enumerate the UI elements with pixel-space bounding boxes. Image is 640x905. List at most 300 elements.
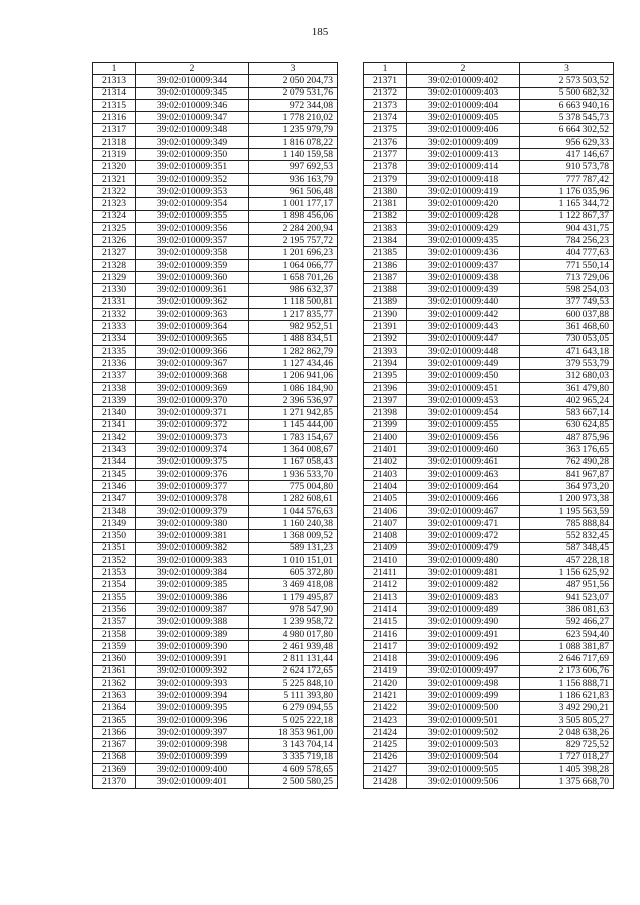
cadastral-value-cell: 2 284 200,94 [249,222,338,234]
cadastral-number-cell: 39:02:010009:409 [407,136,520,148]
cadastral-number-cell: 39:02:010009:419 [407,185,520,197]
row-number-cell: 21314 [93,87,136,99]
table-row [364,407,614,419]
row-number-cell: 21381 [364,198,407,210]
row-number-cell: 21316 [93,112,136,124]
cadastral-value-cell: 583 667,14 [520,407,614,419]
cadastral-number-cell: 39:02:010009:379 [136,505,249,517]
table-row [93,149,338,161]
row-number-cell: 21375 [364,124,407,136]
table-row [93,690,338,702]
cadastral-number-cell: 39:02:010009:394 [136,690,249,702]
cadastral-number-cell: 39:02:010009:369 [136,382,249,394]
row-number-cell: 21402 [364,456,407,468]
cadastral-number-cell: 39:02:010009:370 [136,395,249,407]
cadastral-value-cell: 3 143 704,14 [249,739,338,751]
cadastral-value-cell: 1 064 066,77 [249,259,338,271]
cadastral-value-cell: 1 179 495,87 [249,591,338,603]
cadastral-value-cell: 1 145 444,00 [249,419,338,431]
table-row [364,382,614,394]
cadastral-number-cell: 39:02:010009:449 [407,358,520,370]
table-row [93,382,338,394]
row-number-cell: 21383 [364,222,407,234]
cadastral-value-cell: 377 749,53 [520,296,614,308]
row-number-cell: 21320 [93,161,136,173]
table-row [364,161,614,173]
row-number-cell: 21421 [364,690,407,702]
table-row [93,333,338,345]
table-row [364,444,614,456]
cadastral-number-cell: 39:02:010009:481 [407,567,520,579]
cadastral-value-cell: 3 505 805,27 [520,714,614,726]
row-number-cell: 21379 [364,173,407,185]
table-row [364,616,614,628]
table-row [93,542,338,554]
cadastral-number-cell: 39:02:010009:498 [407,677,520,689]
table-row [93,776,338,788]
cadastral-number-cell: 39:02:010009:356 [136,222,249,234]
cadastral-number-cell: 39:02:010009:499 [407,690,520,702]
row-number-cell: 21360 [93,653,136,665]
cadastral-value-cell: 598 254,03 [520,284,614,296]
cadastral-number-cell: 39:02:010009:456 [407,431,520,443]
cadastral-number-cell: 39:02:010009:386 [136,591,249,603]
cadastral-number-cell: 39:02:010009:382 [136,542,249,554]
cadastral-value-cell: 1 167 058,43 [249,456,338,468]
cadastral-number-cell: 39:02:010009:501 [407,714,520,726]
row-number-cell: 21319 [93,149,136,161]
cadastral-value-cell: 2 573 503,52 [520,75,614,87]
table-row [364,702,614,714]
row-number-cell: 21385 [364,247,407,259]
table-row [364,776,614,788]
cadastral-value-cell: 986 632,37 [249,284,338,296]
table-header-row [93,63,338,75]
table-row [364,272,614,284]
table-row [364,493,614,505]
cadastral-number-cell: 39:02:010009:368 [136,370,249,382]
table-row [364,259,614,271]
cadastral-value-cell: 1 217 835,77 [249,308,338,320]
cadastral-value-table-right [363,62,614,789]
table-row [93,345,338,357]
table-row [93,517,338,529]
cadastral-value-cell: 961 506,48 [249,185,338,197]
page-number: 185 [311,26,329,38]
cadastral-number-cell: 39:02:010009:420 [407,198,520,210]
cadastral-value-table-left [92,62,338,789]
cadastral-number-cell: 39:02:010009:453 [407,395,520,407]
cadastral-number-cell: 39:02:010009:360 [136,272,249,284]
row-number-cell: 21345 [93,468,136,480]
table-row [93,99,338,111]
row-number-cell: 21391 [364,321,407,333]
row-number-cell: 21350 [93,530,136,542]
table-row [93,628,338,640]
cadastral-value-cell: 1 156 625,92 [520,567,614,579]
table-row [364,75,614,87]
table-row [93,530,338,542]
table-row [364,677,614,689]
cadastral-number-cell: 39:02:010009:401 [136,776,249,788]
cadastral-value-cell: 361 468,60 [520,321,614,333]
row-number-cell: 21409 [364,542,407,554]
cadastral-number-cell: 39:02:010009:402 [407,75,520,87]
cadastral-number-cell: 39:02:010009:467 [407,505,520,517]
cadastral-number-cell: 39:02:010009:400 [136,763,249,775]
row-number-cell: 21349 [93,517,136,529]
cadastral-number-cell: 39:02:010009:450 [407,370,520,382]
cadastral-number-cell: 39:02:010009:366 [136,345,249,357]
table-row [93,173,338,185]
cadastral-number-cell: 39:02:010009:418 [407,173,520,185]
table-row [364,530,614,542]
cadastral-value-cell: 6 279 094,55 [249,702,338,714]
cadastral-number-cell: 39:02:010009:349 [136,136,249,148]
row-number-cell: 21426 [364,751,407,763]
cadastral-value-cell: 1 783 154,67 [249,431,338,443]
cadastral-value-cell: 1 156 888,71 [520,677,614,689]
row-number-cell: 21428 [364,776,407,788]
cadastral-number-cell: 39:02:010009:398 [136,739,249,751]
row-number-cell: 21351 [93,542,136,554]
table-row [93,751,338,763]
cadastral-value-cell: 1 086 184,90 [249,382,338,394]
cadastral-value-cell: 1 140 159,58 [249,149,338,161]
row-number-cell: 21393 [364,345,407,357]
cadastral-number-cell: 39:02:010009:471 [407,517,520,529]
row-number-cell: 21404 [364,481,407,493]
table-row [93,308,338,320]
table-row [93,431,338,443]
table-row [93,198,338,210]
cadastral-value-cell: 605 372,80 [249,567,338,579]
cadastral-value-cell: 1 936 533,70 [249,468,338,480]
row-number-cell: 21373 [364,99,407,111]
cadastral-number-cell: 39:02:010009:371 [136,407,249,419]
table-row [364,739,614,751]
table-row [93,112,338,124]
cadastral-value-cell: 6 663 940,16 [520,99,614,111]
cadastral-number-cell: 39:02:010009:384 [136,567,249,579]
table-row [93,640,338,652]
cadastral-number-cell: 39:02:010009:364 [136,321,249,333]
cadastral-value-cell: 1 235 979,79 [249,124,338,136]
row-number-cell: 21366 [93,727,136,739]
table-row [93,370,338,382]
cadastral-value-cell: 777 787,42 [520,173,614,185]
row-number-cell: 21377 [364,149,407,161]
row-number-cell: 21367 [93,739,136,751]
cadastral-number-cell: 39:02:010009:437 [407,259,520,271]
column-header-2: 2 [136,63,249,75]
table-row [364,185,614,197]
cadastral-value-cell: 5 025 222,18 [249,714,338,726]
table-row [364,247,614,259]
row-number-cell: 21359 [93,640,136,652]
row-number-cell: 21420 [364,677,407,689]
cadastral-number-cell: 39:02:010009:505 [407,763,520,775]
table-row [93,665,338,677]
cadastral-number-cell: 39:02:010009:482 [407,579,520,591]
cadastral-number-cell: 39:02:010009:502 [407,727,520,739]
cadastral-number-cell: 39:02:010009:355 [136,210,249,222]
cadastral-number-cell: 39:02:010009:344 [136,75,249,87]
row-number-cell: 21358 [93,628,136,640]
cadastral-value-cell: 404 777,63 [520,247,614,259]
cadastral-value-cell: 1 200 973,38 [520,493,614,505]
table-row [93,677,338,689]
cadastral-value-cell: 5 225 848,10 [249,677,338,689]
table-row [364,395,614,407]
cadastral-number-cell: 39:02:010009:491 [407,628,520,640]
row-number-cell: 21427 [364,763,407,775]
row-number-cell: 21323 [93,198,136,210]
row-number-cell: 21335 [93,345,136,357]
cadastral-value-cell: 552 832,45 [520,530,614,542]
row-number-cell: 21411 [364,567,407,579]
cadastral-value-cell: 972 344,08 [249,99,338,111]
cadastral-number-cell: 39:02:010009:396 [136,714,249,726]
row-number-cell: 21364 [93,702,136,714]
cadastral-number-cell: 39:02:010009:399 [136,751,249,763]
cadastral-number-cell: 39:02:010009:387 [136,604,249,616]
row-number-cell: 21390 [364,308,407,320]
row-number-cell: 21356 [93,604,136,616]
table-row [364,198,614,210]
cadastral-value-cell: 402 965,24 [520,395,614,407]
table-row [364,87,614,99]
row-number-cell: 21346 [93,481,136,493]
table-row [364,653,614,665]
cadastral-value-cell: 3 335 719,18 [249,751,338,763]
row-number-cell: 21423 [364,714,407,726]
cadastral-number-cell: 39:02:010009:373 [136,431,249,443]
row-number-cell: 21378 [364,161,407,173]
cadastral-value-cell: 1 375 668,70 [520,776,614,788]
row-number-cell: 21338 [93,382,136,394]
row-number-cell: 21347 [93,493,136,505]
row-number-cell: 21417 [364,640,407,652]
cadastral-value-cell: 1 122 867,37 [520,210,614,222]
table-row [93,505,338,517]
cadastral-value-cell: 1 195 563,59 [520,505,614,517]
cadastral-value-cell: 997 692,53 [249,161,338,173]
cadastral-value-cell: 1 778 210,02 [249,112,338,124]
row-number-cell: 21363 [93,690,136,702]
cadastral-number-cell: 39:02:010009:463 [407,468,520,480]
cadastral-value-cell: 312 680,03 [520,370,614,382]
table-row [364,124,614,136]
cadastral-number-cell: 39:02:010009:345 [136,87,249,99]
table-row [364,296,614,308]
table-row [364,370,614,382]
cadastral-number-cell: 39:02:010009:357 [136,235,249,247]
row-number-cell: 21352 [93,554,136,566]
cadastral-value-cell: 471 643,18 [520,345,614,357]
cadastral-number-cell: 39:02:010009:454 [407,407,520,419]
table-row [93,124,338,136]
cadastral-value-cell: 2 050 204,73 [249,75,338,87]
table-row [93,653,338,665]
cadastral-value-cell: 600 037,88 [520,308,614,320]
table-row [364,591,614,603]
cadastral-number-cell: 39:02:010009:435 [407,235,520,247]
table-row [93,579,338,591]
column-header-3: 3 [249,63,338,75]
cadastral-number-cell: 39:02:010009:440 [407,296,520,308]
cadastral-number-cell: 39:02:010009:500 [407,702,520,714]
cadastral-value-cell: 730 053,05 [520,333,614,345]
row-number-cell: 21414 [364,604,407,616]
table-row [93,296,338,308]
cadastral-number-cell: 39:02:010009:496 [407,653,520,665]
table-row [93,235,338,247]
table-row [364,222,614,234]
cadastral-number-cell: 39:02:010009:403 [407,87,520,99]
cadastral-value-cell: 623 594,40 [520,628,614,640]
row-number-cell: 21396 [364,382,407,394]
row-number-cell: 21382 [364,210,407,222]
table-row [93,493,338,505]
row-number-cell: 21348 [93,505,136,517]
cadastral-value-cell: 1 282 862,79 [249,345,338,357]
cadastral-number-cell: 39:02:010009:404 [407,99,520,111]
cadastral-value-cell: 379 553,79 [520,358,614,370]
cadastral-value-cell: 1 727 018,27 [520,751,614,763]
table-row [93,136,338,148]
table-row [93,591,338,603]
cadastral-value-cell: 2 079 531,76 [249,87,338,99]
cadastral-value-cell: 785 888,84 [520,517,614,529]
table-header-row [364,63,614,75]
table-row [364,542,614,554]
row-number-cell: 21400 [364,431,407,443]
cadastral-number-cell: 39:02:010009:393 [136,677,249,689]
cadastral-value-cell: 941 523,07 [520,591,614,603]
row-number-cell: 21399 [364,419,407,431]
cadastral-number-cell: 39:02:010009:352 [136,173,249,185]
row-number-cell: 21355 [93,591,136,603]
row-number-cell: 21326 [93,235,136,247]
table-row [93,161,338,173]
row-number-cell: 21387 [364,272,407,284]
cadastral-number-cell: 39:02:010009:490 [407,616,520,628]
cadastral-value-cell: 1 282 608,61 [249,493,338,505]
cadastral-number-cell: 39:02:010009:372 [136,419,249,431]
cadastral-number-cell: 39:02:010009:504 [407,751,520,763]
cadastral-value-cell: 982 952,51 [249,321,338,333]
table-row [364,235,614,247]
table-row [364,358,614,370]
cadastral-value-cell: 829 725,52 [520,739,614,751]
cadastral-value-cell: 1 898 456,06 [249,210,338,222]
table-row [364,640,614,652]
cadastral-value-cell: 18 353 961,00 [249,727,338,739]
cadastral-number-cell: 39:02:010009:391 [136,653,249,665]
cadastral-number-cell: 39:02:010009:385 [136,579,249,591]
cadastral-value-cell: 1 176 035,96 [520,185,614,197]
cadastral-number-cell: 39:02:010009:448 [407,345,520,357]
row-number-cell: 21388 [364,284,407,296]
table-row [364,345,614,357]
row-number-cell: 21331 [93,296,136,308]
table-row [93,456,338,468]
cadastral-value-cell: 589 131,23 [249,542,338,554]
table-row [93,210,338,222]
row-number-cell: 21340 [93,407,136,419]
cadastral-number-cell: 39:02:010009:389 [136,628,249,640]
cadastral-value-cell: 784 256,23 [520,235,614,247]
row-number-cell: 21325 [93,222,136,234]
cadastral-value-cell: 771 550,14 [520,259,614,271]
cadastral-value-cell: 592 466,27 [520,616,614,628]
row-number-cell: 21339 [93,395,136,407]
cadastral-value-cell: 386 081,63 [520,604,614,616]
cadastral-value-cell: 361 479,80 [520,382,614,394]
row-number-cell: 21408 [364,530,407,542]
row-number-cell: 21344 [93,456,136,468]
row-number-cell: 21362 [93,677,136,689]
cadastral-number-cell: 39:02:010009:413 [407,149,520,161]
table-row [364,112,614,124]
row-number-cell: 21372 [364,87,407,99]
cadastral-value-cell: 487 951,56 [520,579,614,591]
cadastral-number-cell: 39:02:010009:378 [136,493,249,505]
cadastral-value-cell: 1 405 398,28 [520,763,614,775]
row-number-cell: 21322 [93,185,136,197]
cadastral-number-cell: 39:02:010009:347 [136,112,249,124]
row-number-cell: 21365 [93,714,136,726]
table-row [93,75,338,87]
table-body-right [364,63,614,789]
table-row [364,505,614,517]
cadastral-value-cell: 841 967,87 [520,468,614,480]
table-row [93,468,338,480]
cadastral-number-cell: 39:02:010009:442 [407,308,520,320]
cadastral-number-cell: 39:02:010009:497 [407,665,520,677]
row-number-cell: 21368 [93,751,136,763]
cadastral-value-cell: 762 490,28 [520,456,614,468]
cadastral-number-cell: 39:02:010009:397 [136,727,249,739]
row-number-cell: 21313 [93,75,136,87]
cadastral-value-cell: 1 364 008,67 [249,444,338,456]
row-number-cell: 21416 [364,628,407,640]
row-number-cell: 21397 [364,395,407,407]
row-number-cell: 21413 [364,591,407,603]
cadastral-value-cell: 2 048 638,26 [520,727,614,739]
cadastral-value-cell: 1 044 576,63 [249,505,338,517]
row-number-cell: 21395 [364,370,407,382]
cadastral-value-cell: 2 624 172,65 [249,665,338,677]
cadastral-number-cell: 39:02:010009:460 [407,444,520,456]
row-number-cell: 21341 [93,419,136,431]
cadastral-number-cell: 39:02:010009:381 [136,530,249,542]
cadastral-number-cell: 39:02:010009:406 [407,124,520,136]
table-row [364,321,614,333]
row-number-cell: 21389 [364,296,407,308]
table-row [93,554,338,566]
cadastral-value-cell: 363 176,65 [520,444,614,456]
row-number-cell: 21361 [93,665,136,677]
cadastral-number-cell: 39:02:010009:358 [136,247,249,259]
cadastral-number-cell: 39:02:010009:479 [407,542,520,554]
cadastral-value-cell: 4 609 578,65 [249,763,338,775]
table-row [364,173,614,185]
row-number-cell: 21384 [364,235,407,247]
table-row [364,628,614,640]
column-header-1: 1 [364,63,407,75]
